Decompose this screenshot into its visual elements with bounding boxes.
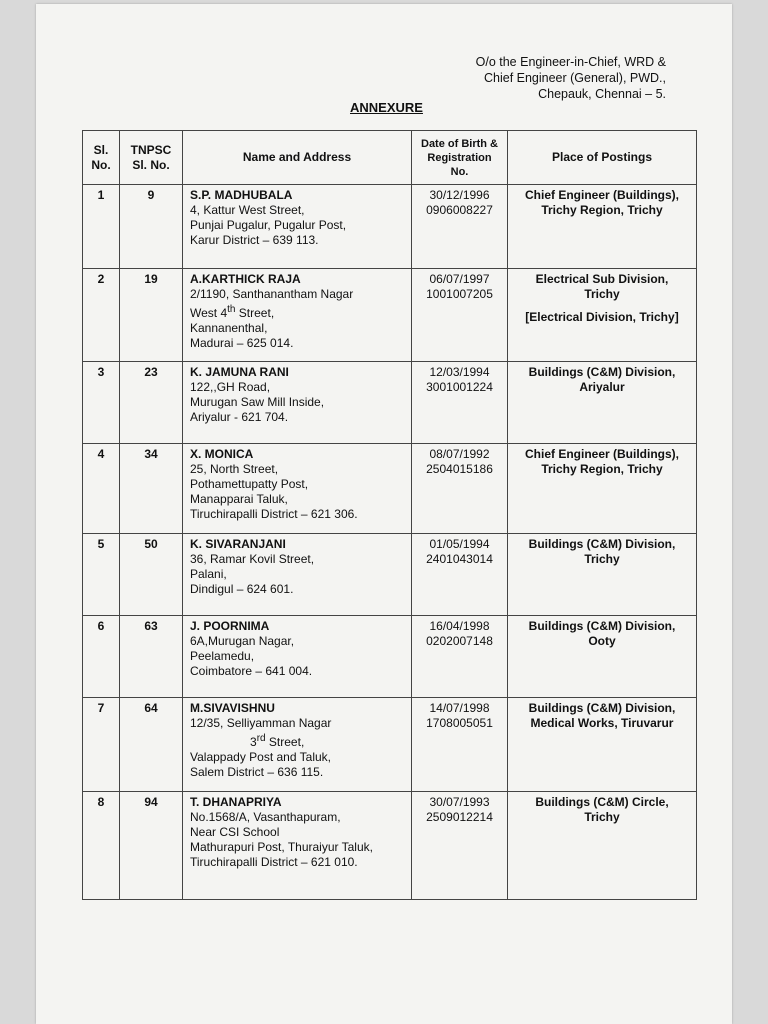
posting-line: Trichy Region, Trichy	[541, 462, 663, 476]
address-line: Dindigul – 624 601.	[190, 582, 294, 596]
address-line: Punjai Pugalur, Pugalur Post,	[190, 218, 347, 232]
posting-cell	[508, 616, 697, 698]
candidate-name: X. MONICA	[190, 447, 254, 461]
dob-reg-cell	[412, 534, 508, 616]
sl-no-cell: 5	[83, 534, 120, 616]
table-row	[83, 792, 697, 900]
table-row	[83, 698, 697, 792]
header-text: TNPSC	[130, 142, 172, 157]
sl-no-cell: 3	[83, 362, 120, 444]
posting-cell	[508, 362, 697, 444]
registration-no: 3001001224	[426, 380, 493, 394]
address-text: West 4	[190, 306, 228, 320]
office-line: O/o the Engineer-in-Chief, WRD &	[475, 55, 666, 69]
tnpsc-cell: 94	[120, 792, 183, 900]
posting-line: Buildings (C&M) Division,	[528, 701, 676, 715]
date-of-birth: 30/12/1996	[429, 188, 490, 202]
address-text: Street,	[235, 306, 275, 320]
table-row	[83, 362, 697, 444]
posting-line: Ariyalur	[579, 380, 625, 394]
registration-no: 0906008227	[426, 203, 493, 217]
address-line: Pothamettupatty Post,	[190, 477, 309, 491]
tnpsc-cell: 19	[120, 269, 183, 362]
dob-reg-cell	[412, 444, 508, 534]
address-line: 122,,GH Road,	[190, 380, 271, 394]
name-address-cell	[183, 698, 412, 792]
date-of-birth: 30/07/1993	[429, 795, 490, 809]
address-line: Peelamedu,	[190, 649, 255, 663]
header-text: No.	[91, 157, 111, 172]
registration-no: 1708005051	[426, 716, 493, 730]
dob-reg-cell	[412, 185, 508, 269]
posting-cell	[508, 269, 697, 362]
date-of-birth: 01/05/1994	[429, 537, 490, 551]
posting-cell	[508, 185, 697, 269]
page-title: ANNEXURE	[350, 100, 423, 115]
candidate-name: K. JAMUNA RANI	[190, 365, 289, 379]
column-header-tnpsc	[120, 131, 183, 185]
name-address-cell	[183, 362, 412, 444]
sl-no-cell: 4	[83, 444, 120, 534]
date-of-birth: 14/07/1998	[429, 701, 490, 715]
tnpsc-cell: 50	[120, 534, 183, 616]
posting-cell	[508, 534, 697, 616]
sl-no-cell: 6	[83, 616, 120, 698]
posting-line: Chief Engineer (Buildings),	[524, 188, 679, 202]
posting-line: Buildings (C&M) Division,	[528, 537, 676, 551]
posting-cell	[508, 444, 697, 534]
header-text: No.	[450, 165, 469, 178]
address-line: Palani,	[190, 567, 227, 581]
address-line: Kannanenthal,	[190, 321, 268, 335]
address-line: 12/35, Selliyamman Nagar	[190, 716, 332, 730]
registration-no: 1001007205	[426, 287, 493, 301]
tnpsc-cell: 34	[120, 444, 183, 534]
posting-line: [Electrical Division, Trichy]	[525, 310, 679, 324]
address-line: Madurai – 625 014.	[190, 336, 294, 350]
candidate-name: T. DHANAPRIYA	[190, 795, 282, 809]
date-of-birth: 06/07/1997	[429, 272, 490, 286]
address-line: Near CSI School	[190, 825, 280, 839]
name-address-cell	[183, 185, 412, 269]
sl-no-cell: 1	[83, 185, 120, 269]
posting-line: Buildings (C&M) Division,	[528, 365, 676, 379]
table-header-row	[83, 131, 697, 185]
candidate-name: S.P. MADHUBALA	[190, 188, 293, 202]
registration-no: 2504015186	[426, 462, 493, 476]
name-address-cell	[183, 616, 412, 698]
column-header-name: Name and Address	[183, 131, 412, 185]
table-row	[83, 534, 697, 616]
address-line: Tiruchirapalli District – 621 306.	[190, 507, 358, 521]
sl-no-cell: 2	[83, 269, 120, 362]
posting-line: Ooty	[588, 634, 616, 648]
registration-no: 2509012214	[426, 810, 493, 824]
posting-line: Trichy Region, Trichy	[541, 203, 663, 217]
header-text: Registration	[427, 151, 492, 164]
candidate-name: M.SIVAVISHNU	[190, 701, 275, 715]
header-text: Date of Birth &	[421, 137, 498, 150]
address-line	[190, 302, 405, 321]
date-of-birth: 16/04/1998	[429, 619, 490, 633]
tnpsc-cell: 64	[120, 698, 183, 792]
registration-no: 2401043014	[426, 552, 493, 566]
sl-no-cell: 8	[83, 792, 120, 900]
posting-line: Medical Works, Tiruvarur	[530, 716, 674, 730]
address-line: Valappady Post and Taluk,	[190, 750, 331, 764]
column-header-dob	[412, 131, 508, 185]
address-line	[190, 731, 405, 750]
office-line: Chief Engineer (General), PWD.,	[483, 71, 666, 85]
posting-line: Trichy	[584, 552, 620, 566]
registration-no: 0202007148	[426, 634, 493, 648]
dob-reg-cell	[412, 616, 508, 698]
address-line: Tiruchirapalli District – 621 010.	[190, 855, 358, 869]
address-line: Karur District – 639 113.	[190, 233, 319, 247]
table-row	[83, 444, 697, 534]
table-row	[83, 269, 697, 362]
address-line: Ariyalur - 621 704.	[190, 410, 289, 424]
posting-line: Buildings (C&M) Division,	[528, 619, 676, 633]
posting-line: Trichy	[584, 810, 620, 824]
address-line: 4, Kattur West Street,	[190, 203, 305, 217]
date-of-birth: 12/03/1994	[429, 365, 490, 379]
sl-no-cell: 7	[83, 698, 120, 792]
address-line: Coimbatore – 641 004.	[190, 664, 313, 678]
candidate-name: J. POORNIMA	[190, 619, 270, 633]
column-header-sl-no	[83, 131, 120, 185]
address-line: 25, North Street,	[190, 462, 279, 476]
date-of-birth: 08/07/1992	[429, 447, 490, 461]
address-line: No.1568/A, Vasanthapuram,	[190, 810, 341, 824]
name-address-cell	[183, 444, 412, 534]
address-text: 3	[250, 735, 257, 749]
name-address-cell	[183, 269, 412, 362]
office-address	[366, 54, 666, 102]
name-address-cell	[183, 792, 412, 900]
ordinal-suffix: rd	[256, 733, 266, 744]
column-header-posting: Place of Postings	[508, 131, 697, 185]
address-line: Mathurapuri Post, Thuraiyur Taluk,	[190, 840, 373, 854]
address-line: Manapparai Taluk,	[190, 492, 288, 506]
table-row	[83, 616, 697, 698]
posting-line: Trichy	[584, 287, 620, 301]
header-text: Sl.	[93, 142, 109, 157]
candidate-name: K. SIVARANJANI	[190, 537, 286, 551]
table-row	[83, 185, 697, 269]
address-line: 2/1190, Santhanantham Nagar	[190, 287, 354, 301]
posting-cell	[508, 698, 697, 792]
address-line: 36, Ramar Kovil Street,	[190, 552, 315, 566]
posting-line: Buildings (C&M) Circle,	[535, 795, 669, 809]
posting-line: Electrical Sub Division,	[535, 272, 669, 286]
annexure-table	[82, 130, 697, 900]
candidate-name: A.KARTHICK RAJA	[190, 272, 301, 286]
address-text: Street,	[265, 735, 305, 749]
dob-reg-cell	[412, 269, 508, 362]
dob-reg-cell	[412, 362, 508, 444]
header-text: Sl. No.	[132, 157, 170, 172]
dob-reg-cell	[412, 698, 508, 792]
address-line: Murugan Saw Mill Inside,	[190, 395, 325, 409]
tnpsc-cell: 23	[120, 362, 183, 444]
address-line: 6A,Murugan Nagar,	[190, 634, 295, 648]
address-line: Salem District – 636 115.	[190, 765, 324, 779]
posting-cell	[508, 792, 697, 900]
office-line: Chepauk, Chennai – 5.	[538, 87, 666, 101]
tnpsc-cell: 9	[120, 185, 183, 269]
document-page	[36, 4, 732, 1024]
tnpsc-cell: 63	[120, 616, 183, 698]
posting-line: Chief Engineer (Buildings),	[524, 447, 679, 461]
ordinal-suffix: th	[227, 304, 236, 315]
dob-reg-cell	[412, 792, 508, 900]
name-address-cell	[183, 534, 412, 616]
